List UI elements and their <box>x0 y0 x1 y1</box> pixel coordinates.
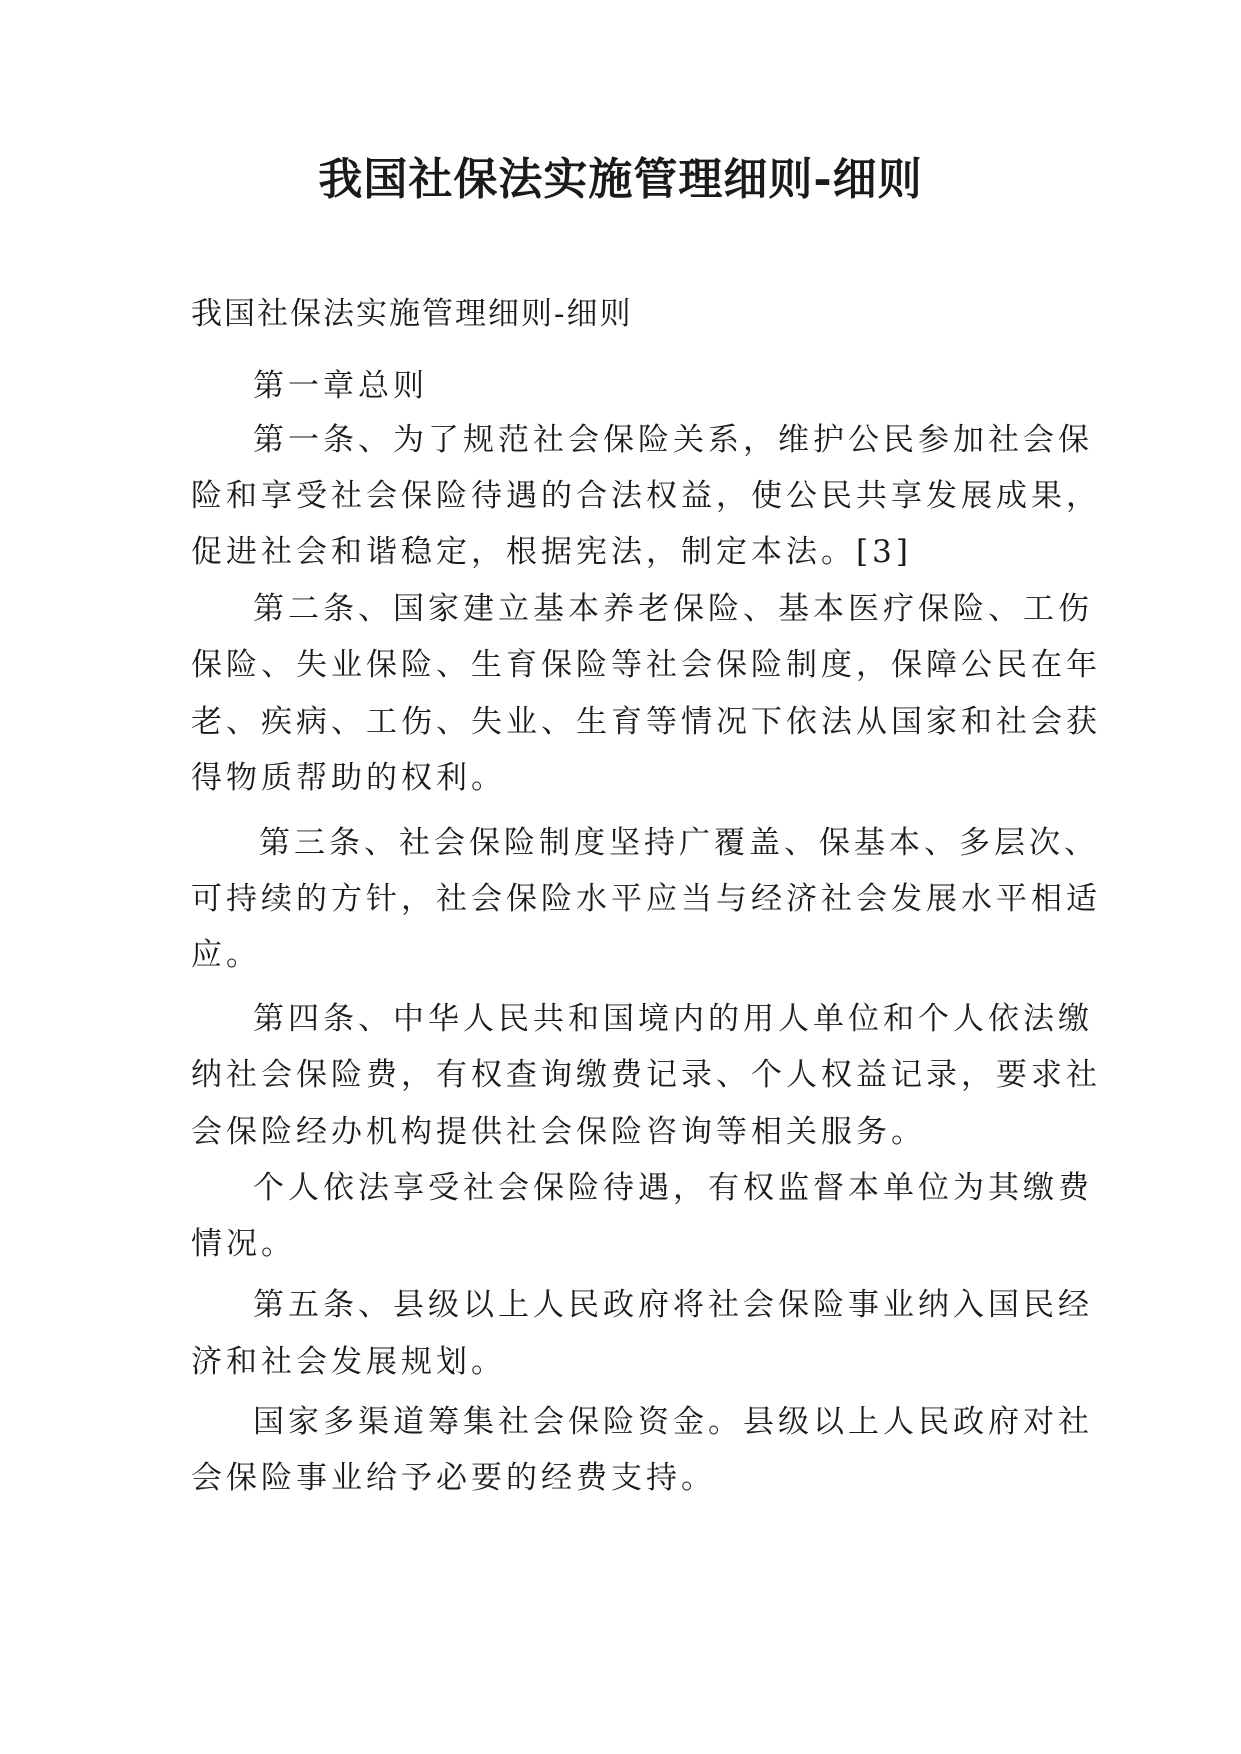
paragraph-line: 得物质帮助的权利。 <box>191 760 506 796</box>
document-title: 我国社保法实施管理细则-细则 <box>318 154 923 205</box>
paragraph-line: 第四条、中华人民共和国境内的用人单位和个人依法缴 <box>253 1001 1093 1037</box>
paragraph-line: 第五条、县级以上人民政府将社会保险事业纳入国民经 <box>253 1287 1093 1323</box>
paragraph-line: 险和享受社会保险待遇的合法权益，使公民共享发展成果， <box>191 478 1101 514</box>
paragraph-line: 国家多渠道筹集社会保险资金。县级以上人民政府对社 <box>253 1404 1093 1440</box>
document-subtitle: 我国社保法实施管理细则-细则 <box>191 296 633 332</box>
paragraph-line: 会保险经办机构提供社会保险咨询等相关服务。 <box>191 1114 926 1150</box>
paragraph-line: 第三条、社会保险制度坚持广覆盖、保基本、多层次、 <box>259 825 1099 861</box>
paragraph-line: 济和社会发展规划。 <box>191 1344 506 1380</box>
paragraph-line: 纳社会保险费，有权查询缴费记录、个人权益记录，要求社 <box>191 1057 1101 1093</box>
paragraph-line: 第一章总则 <box>253 368 428 404</box>
paragraph-line: 促进社会和谐稳定，根据宪法，制定本法。[3] <box>191 534 912 570</box>
paragraph-line: 老、疾病、工伤、失业、生育等情况下依法从国家和社会获 <box>191 704 1101 740</box>
paragraph-line: 个人依法享受社会保险待遇，有权监督本单位为其缴费 <box>253 1170 1093 1206</box>
paragraph-line: 会保险事业给予必要的经费支持。 <box>191 1460 716 1496</box>
paragraph-line: 应。 <box>191 937 261 973</box>
paragraph-line: 可持续的方针，社会保险水平应当与经济社会发展水平相适 <box>191 881 1101 917</box>
paragraph-line: 第一条、为了规范社会保险关系，维护公民参加社会保 <box>253 422 1093 458</box>
paragraph-line: 第二条、国家建立基本养老保险、基本医疗保险、工伤 <box>253 591 1093 627</box>
paragraph-line: 情况。 <box>191 1226 296 1262</box>
paragraph-line: 保险、失业保险、生育保险等社会保险制度，保障公民在年 <box>191 647 1101 683</box>
